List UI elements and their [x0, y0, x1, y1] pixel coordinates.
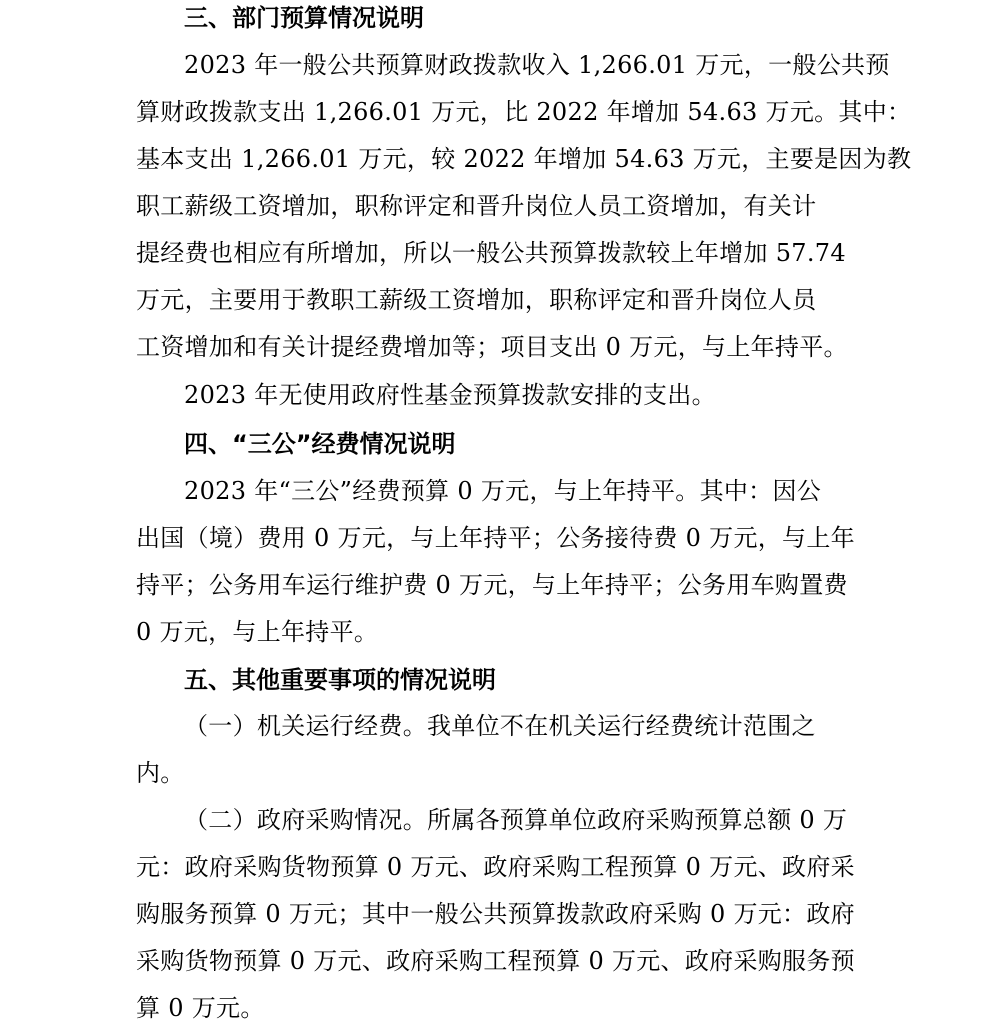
text-line: 出国（境）费用 0 万元，与上年持平；公务接待费 0 万元，与上年	[136, 524, 855, 552]
text-line: 采购货物预算 0 万元、政府采购工程预算 0 万元、政府采购服务预	[136, 947, 855, 975]
text-line: 内。	[136, 759, 185, 787]
text-line: 算财政拨款支出 1,266.01 万元，比 2022 年增加 54.63 万元。其中：	[136, 98, 912, 126]
text-line: 2023 年“三公”经费预算 0 万元，与上年持平。其中：因公	[184, 477, 822, 505]
text-line: 0 万元，与上年持平。	[136, 618, 379, 646]
text-line: 工资增加和有关计提经费增加等；项目支出 0 万元，与上年持平。	[136, 333, 848, 361]
paragraph-budget-income	[136, 42, 912, 371]
paragraph-three-public-budget	[136, 468, 876, 656]
paragraph-government-procurement	[136, 797, 876, 1032]
section-heading-budget: 三、部门预算情况说明	[184, 4, 424, 32]
text-line: 万元，主要用于教职工薪级工资增加，职称评定和晋升岗位人员	[136, 286, 817, 314]
text-line: 购服务预算 0 万元；其中一般公共预算拨款政府采购 0 万元：政府	[136, 900, 855, 928]
text-line: 2023 年无使用政府性基金预算拨款安排的支出。	[184, 381, 716, 409]
text-line: （一）机关运行经费。我单位不在机关运行经费统计范围之	[184, 712, 816, 740]
paragraph-operating-expenses	[136, 703, 876, 797]
text-line: 职工薪级工资增加，职称评定和晋升岗位人员工资增加，有关计	[136, 192, 817, 220]
text-line: （二）政府采购情况。所属各预算单位政府采购预算总额 0 万	[184, 806, 848, 834]
document-page	[136, 0, 912, 1025]
section-heading-other-matters: 五、其他重要事项的情况说明	[184, 666, 496, 694]
text-line: 基本支出 1,266.01 万元，较 2022 年增加 54.63 万元，主要是因为教	[136, 145, 912, 173]
text-line: 元：政府采购货物预算 0 万元、政府采购工程预算 0 万元、政府采	[136, 853, 855, 881]
text-line: 算 0 万元。	[136, 994, 265, 1022]
text-line: 提经费也相应有所增加，所以一般公共预算拨款较上年增加 57.74	[136, 239, 846, 267]
section-heading-three-public: 四、“三公”经费情况说明	[184, 430, 456, 458]
paragraph-government-fund	[136, 372, 876, 419]
text-line: 2023 年一般公共预算财政拨款收入 1,266.01 万元，一般公共预	[184, 51, 890, 79]
text-line: 持平；公务用车运行维护费 0 万元，与上年持平；公务用车购置费	[136, 571, 848, 599]
